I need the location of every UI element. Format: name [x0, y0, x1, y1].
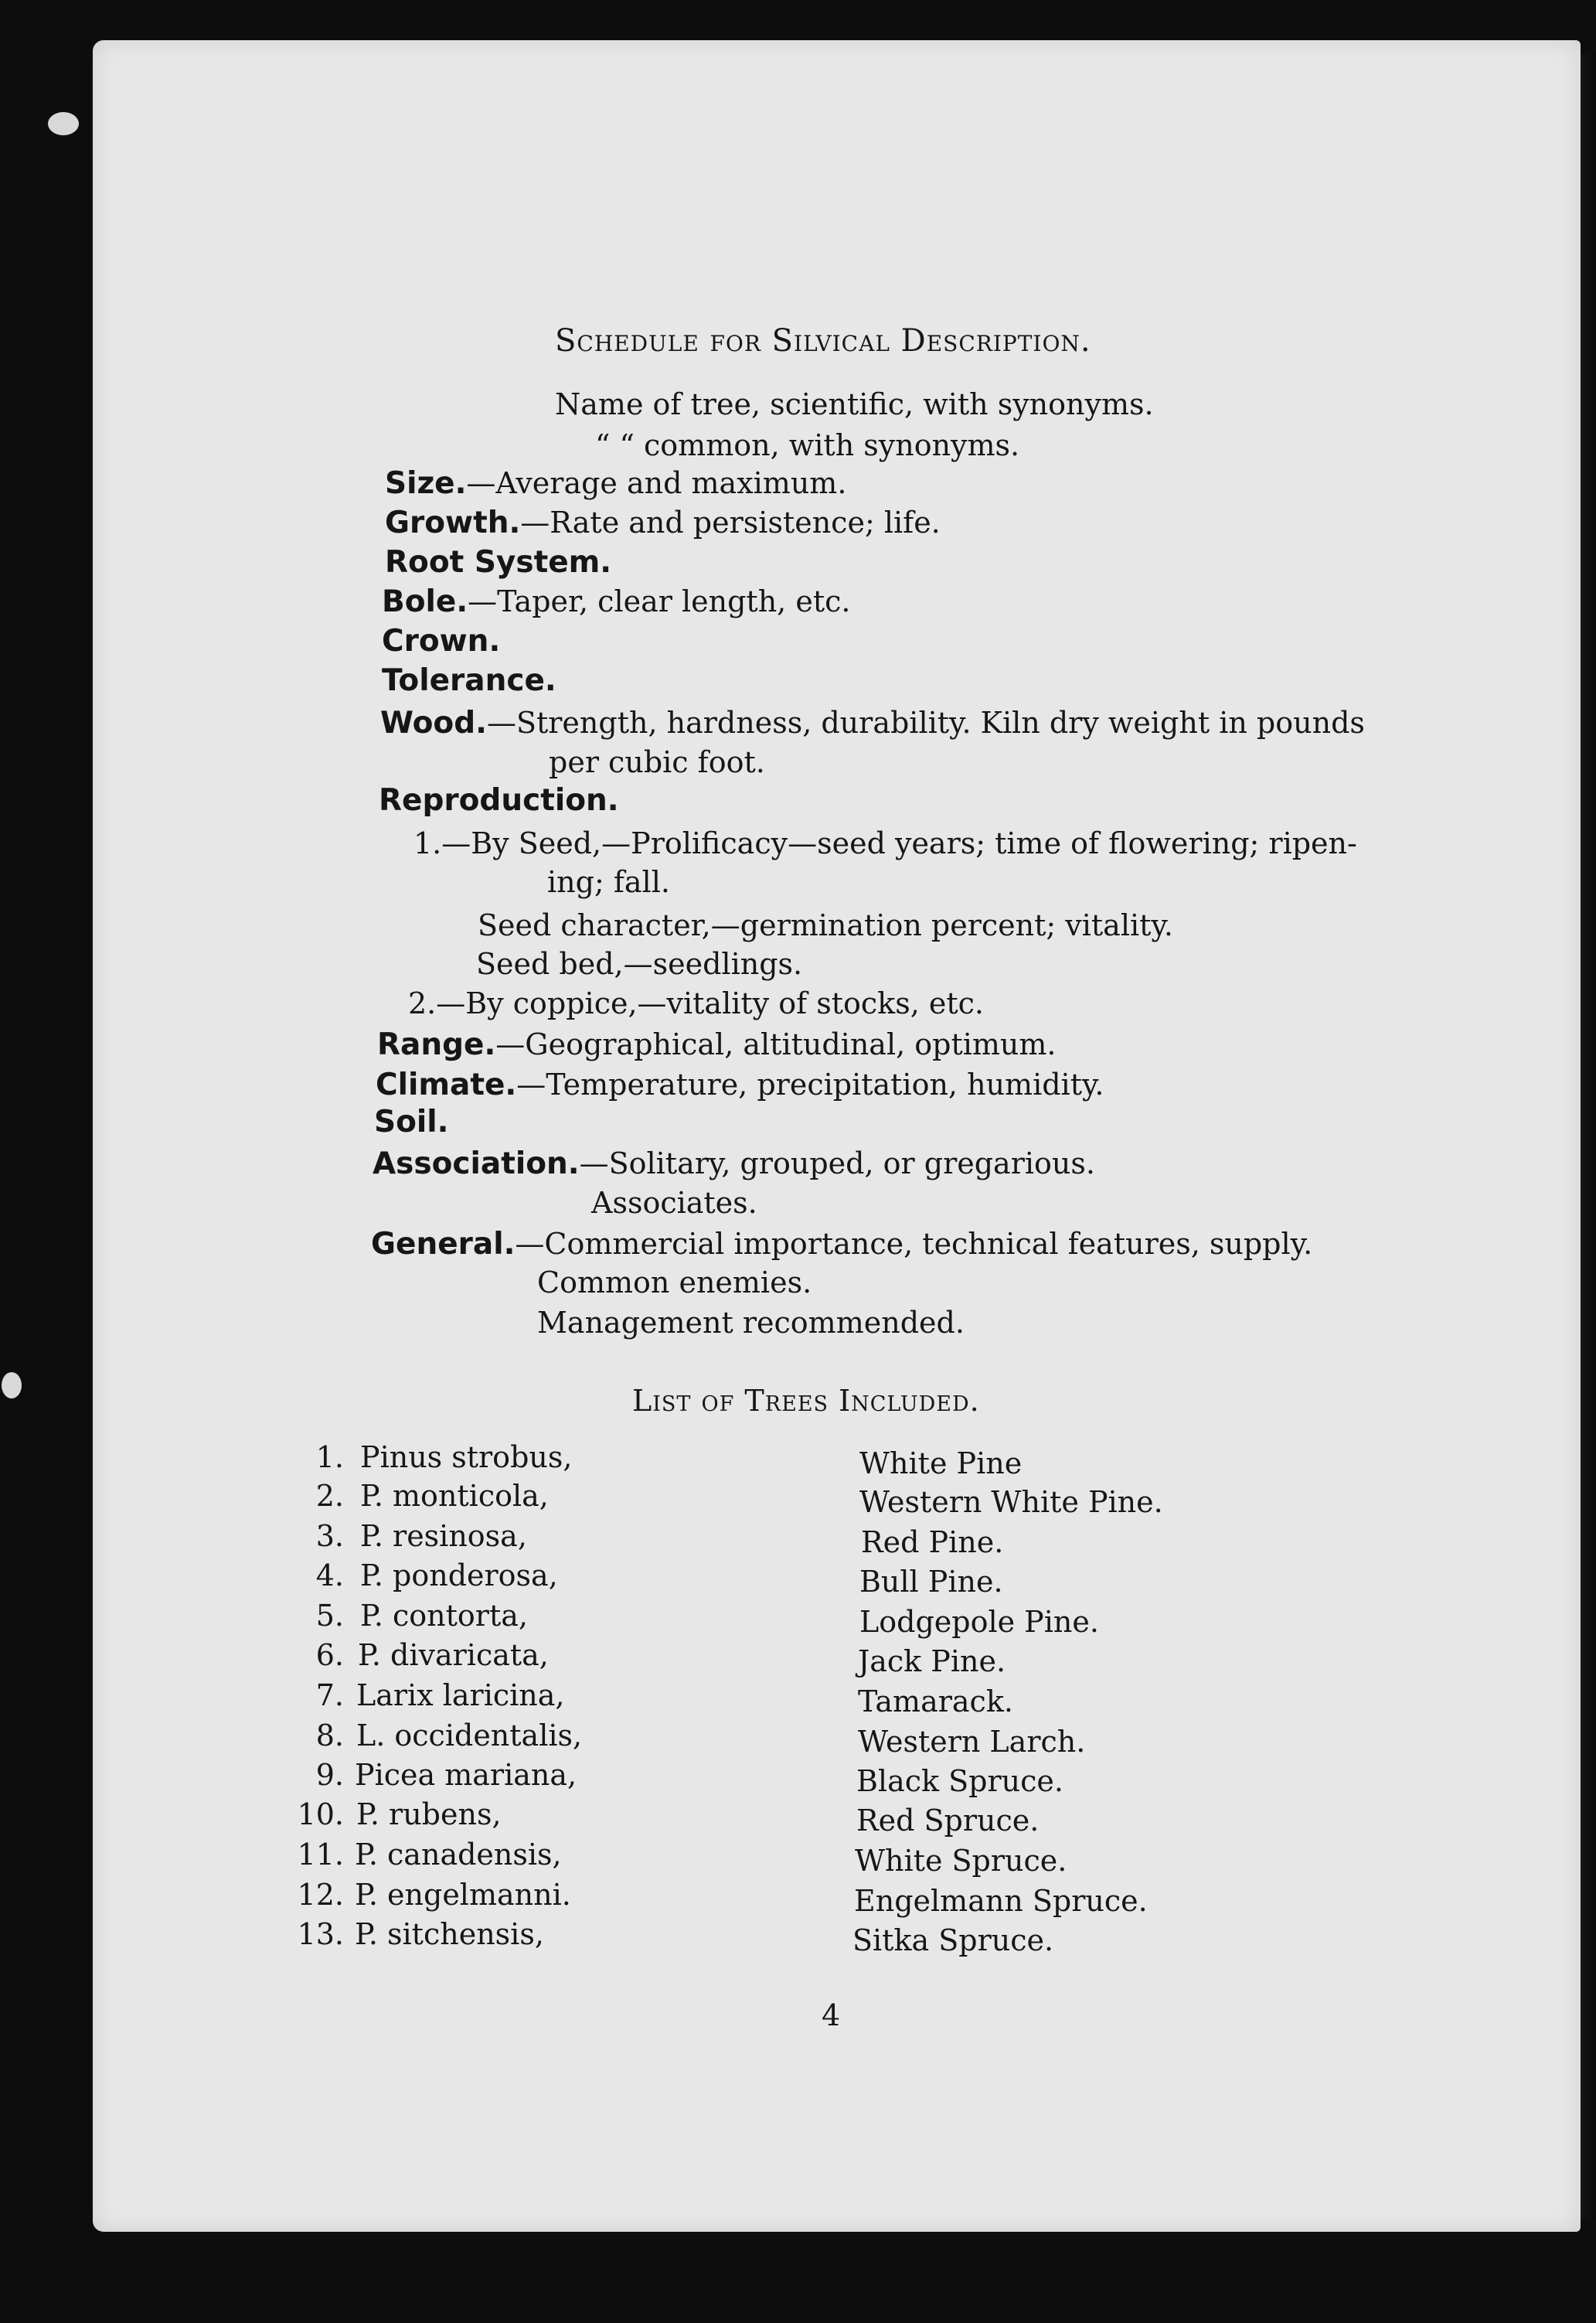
root-system-entry [385, 544, 611, 581]
reproduction-entry [379, 782, 619, 819]
tree-scientific-name: L. occidentalis, [356, 1718, 583, 1752]
tree-number: 4. [315, 1558, 344, 1592]
name-scientific-line: Name of tree, scientific, with synonyms. [555, 387, 1154, 421]
range-text: —Geographical, altitudinal, optimum. [495, 1027, 1057, 1061]
tree-common-name: Sitka Spruce. [852, 1923, 1054, 1957]
association-entry [373, 1146, 1095, 1182]
tree-scientific-name: P. canadensis, [355, 1838, 562, 1872]
soil-label: Soil. [374, 1105, 449, 1139]
soil-entry [374, 1104, 448, 1140]
tree-scientific-name: Pinus strobus, [360, 1440, 573, 1474]
wood-entry [380, 705, 1365, 741]
scan-speck [48, 112, 79, 135]
schedule-title: Schedule for Silvical Description. [555, 323, 1091, 359]
tree-common-name: Lodgepole Pine. [859, 1605, 1099, 1639]
association-label: Association. [373, 1146, 580, 1181]
growth-text: —Rate and persistence; life. [520, 506, 941, 540]
reproduction-label: Reproduction. [379, 783, 619, 818]
tree-common-name: Black Spruce. [856, 1764, 1063, 1798]
tree-scientific-name: Picea mariana, [355, 1758, 577, 1792]
crown-entry [382, 623, 500, 659]
tree-number: 13. [297, 1917, 344, 1951]
crown-label: Crown. [382, 624, 501, 659]
tree-number: 2. [315, 1479, 344, 1513]
tree-common-name: White Spruce. [855, 1844, 1067, 1878]
tree-number: 11. [297, 1838, 344, 1872]
tree-scientific-name: P. engelmanni. [355, 1878, 571, 1912]
tree-number: 6. [315, 1638, 344, 1672]
size-label: Size. [385, 466, 467, 501]
general-text: —Commercial importance, technical features, supply. [515, 1227, 1313, 1261]
tree-common-name: Red Spruce. [856, 1804, 1040, 1838]
scan-speck [2, 1372, 22, 1398]
tree-common-name: Western Larch. [858, 1725, 1086, 1759]
bole-label: Bole. [382, 584, 468, 619]
tree-number: 9. [315, 1758, 344, 1792]
tree-list-title: List of Trees Included. [632, 1384, 980, 1418]
bole-text: —Taper, clear length, etc. [468, 584, 851, 618]
tree-common-name: Tamarack. [858, 1684, 1013, 1718]
association-text: —Solitary, grouped, or gregarious. [579, 1146, 1095, 1180]
size-entry [385, 465, 846, 502]
tree-common-name: Red Pine. [861, 1525, 1004, 1559]
tree-number: 1. [315, 1440, 344, 1474]
tree-number: 12. [297, 1878, 344, 1912]
climate-entry [376, 1067, 1104, 1103]
general-label: General. [371, 1227, 516, 1262]
associates-line: Associates. [591, 1186, 757, 1220]
tree-common-name: White Pine [859, 1446, 1023, 1480]
tree-number: 7. [315, 1678, 344, 1712]
page-number: 4 [822, 1998, 841, 2032]
range-entry [377, 1027, 1057, 1063]
bole-entry [382, 584, 850, 620]
tree-scientific-name: P. ponderosa, [360, 1558, 558, 1592]
tree-common-name: Bull Pine. [859, 1565, 1003, 1599]
tree-common-name: Engelmann Spruce. [854, 1884, 1148, 1918]
size-text: —Average and maximum. [466, 466, 847, 500]
seed-character-line: Seed character,—germination percent; vitality. [478, 908, 1173, 942]
tree-scientific-name: P. divaricata, [358, 1638, 549, 1672]
tree-number: 3. [315, 1519, 344, 1553]
climate-label: Climate. [376, 1068, 517, 1102]
tree-scientific-name: P. rubens, [356, 1797, 502, 1831]
name-common-line: “ “ common, with synonyms. [595, 428, 1020, 462]
tree-common-name: Western White Pine. [859, 1485, 1163, 1519]
tolerance-entry [382, 662, 556, 699]
wood-text-continued: per cubic foot. [549, 745, 765, 779]
tree-number: 5. [315, 1599, 344, 1633]
growth-entry [385, 505, 941, 541]
root-system-label: Root System. [385, 545, 612, 580]
coppice-line: 2.—By coppice,—vitality of stocks, etc. [408, 986, 984, 1020]
growth-label: Growth. [385, 506, 521, 540]
tree-common-name: Jack Pine. [858, 1644, 1006, 1678]
general-entry [371, 1226, 1312, 1262]
range-label: Range. [377, 1027, 496, 1062]
wood-text: —Strength, hardness, durability. Kiln dry weight in pounds [486, 706, 1365, 740]
tree-scientific-name: Larix laricina, [356, 1678, 565, 1712]
management-line: Management recommended. [537, 1306, 965, 1340]
tree-number: 10. [297, 1797, 344, 1831]
tree-number: 8. [315, 1718, 344, 1752]
seed-line-continued: ing; fall. [547, 865, 670, 899]
tree-scientific-name: P. resinosa, [360, 1519, 527, 1553]
climate-text: —Temperature, precipitation, humidity. [516, 1068, 1104, 1102]
tree-scientific-name: P. sitchensis, [355, 1917, 544, 1951]
seed-bed-line: Seed bed,—seedlings. [476, 947, 803, 981]
seed-line: 1.—By Seed,—Prolificacy—seed years; time of flowering; ripen- [413, 826, 1357, 860]
tolerance-label: Tolerance. [382, 663, 556, 698]
tree-scientific-name: P. contorta, [360, 1599, 528, 1633]
common-enemies-line: Common enemies. [537, 1265, 812, 1299]
wood-label: Wood. [380, 706, 487, 741]
tree-scientific-name: P. monticola, [360, 1479, 549, 1513]
